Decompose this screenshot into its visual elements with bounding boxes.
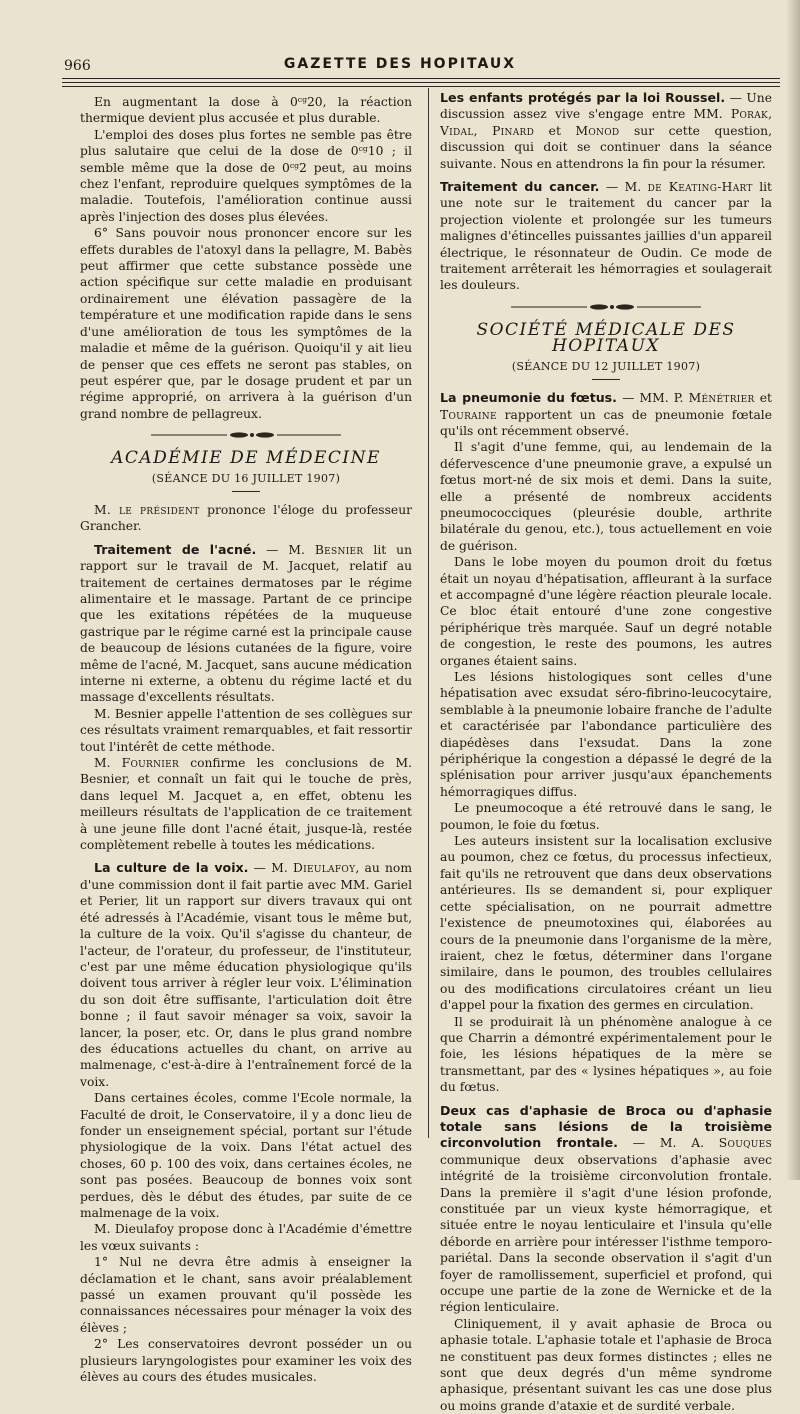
header-rule-bottom [62, 86, 780, 87]
paragraph: Cliniquement, il y avait aphasie de Broca ou aphasie totale. L'aphasie totale et l'aphasie de Broca ne constituent pas deux formes distinctes ; elles ne sont que deux degrés d'un même syndrome aphasique, présentant suivant les cas une dose plus ou moins grande d'ataxie et de surdité verbale. [440, 1316, 772, 1413]
president-paragraph: M. le président prononce l'éloge du professeur Grancher. [80, 502, 412, 534]
speaker-name: Monod [575, 123, 620, 138]
paragraph: Les lésions histologiques sont celles d'une hépatisation avec exsudat séro-fibrino-leucocytaire, semblable à la pneumonie lobaire franche de l'adulte et caractérisée par l'abondance particulière des diapédèses dans l'exsudat. Dans la zone périphérique la congestion a dépassé le degré de la splénisation pour arriver jusqu'aux épanchements hémorragiques diffus. [440, 670, 772, 799]
speaker-name: Dieulafoy [293, 861, 356, 876]
speaker-name: Porak [730, 107, 769, 122]
column-divider [428, 88, 429, 1138]
subsection-heading: Traitement de l'acné. [94, 541, 257, 557]
header-rule-top [62, 78, 780, 79]
academie-session-date: (SÉANCE DU 16 JUILLET 1907) [151, 471, 341, 485]
cancer-paragraph: Traitement du cancer. — M. de Keating-Hart lit une note sur le traitement du cancer par la projection violente et prolongée sur les tumeurs malignes d'étincelles puissantes jaillies d'un appareil électrique, le résonnateur de Oudin. Ce mode de traitement arrêterait les hémorragies et soulagerait les douleurs. [440, 179, 772, 293]
subsection-heading: Les enfants protégés par la loi Roussel. [440, 90, 726, 105]
section-ornament [151, 430, 341, 440]
short-rule [592, 379, 620, 380]
speaker-name: Souques [718, 1136, 772, 1151]
paragraph: Dans certaines écoles, comme l'Ecole normale, la Faculté de droit, le Conservatoire, il y a donc lieu de fonder un enseignement spécial, portant sur l'étude physiologique de la voix. Dans l'état actuel des choses, 60 p. 100 des voix, dans certaines écoles, ne sont pas posées. Beaucoup de bonnes voix sont perdues, dès le début des études, par suite de ce malmenage de la voix. [80, 1091, 412, 1220]
fournier-paragraph: M. Fournier confirme les conclusions de M. Besnier, et connaît un fait qui le touche de près, dans lequel M. Jacquet a, en effet, obtenu les meilleurs résultats de l'application de ce traitement à une jeune fille dont l'acné était, jusque-là, restée complètement rebelle à toutes les médications. [80, 756, 412, 853]
short-rule [232, 491, 260, 492]
enfants-paragraph: Les enfants protégés par la loi Roussel. — Une discussion assez vive s'engage entre MM. Porak, Vidal, Pinard et Monod sur cette question, discussion qui doit se continuer dans la séance suivante. Nous en attendrons la fin pour la résumer. [440, 90, 772, 171]
foetus-paragraph: La pneumonie du fœtus. — MM. P. Ménétrier et Touraine rapportent un cas de pneumonie fœtale qu'ils ont récemment observé. [440, 390, 772, 438]
academie-section-title: ACADÉMIE DE MÉDECINE [111, 448, 381, 469]
paragraph: L'emploi des doses plus fortes ne semble pas être plus salutaire que celui de la dose de 0ᶜᵍ10 ; il semble même que la dose de 0ᶜᵍ2 peut, au moins chez l'enfant, reproduire quelques symptômes de la maladie. Toutefois, l'amélioration continue aussi après l'injection des doses plus élevées. [80, 127, 412, 224]
speaker-name: Fournier [121, 756, 180, 771]
paragraph: Il se produirait là un phénomène analogue à ce que Charrin a démontré expérimentalement pour le foie, les lésions hépatiques de la mère se transmettant, par des « lysines hépatiques », au foie du fœtus. [440, 1014, 772, 1095]
list-item: 2° Les conservatoires devront posséder un ou plusieurs laryngologistes pour examiner les voix des élèves au cours des études musicales. [80, 1337, 412, 1385]
societe-session-date: (SÉANCE DU 12 JUILLET 1907) [511, 359, 701, 373]
societe-section-title: SOCIÉTÉ MÉDICALE DES HOPITAUX [476, 319, 736, 357]
paragraph: M. Dieulafoy propose donc à l'Académie d'émettre les vœux suivants : [80, 1222, 412, 1253]
page-edge-shadow [786, 0, 800, 1180]
paragraph: Le pneumocoque a été retrouvé dans le sang, le poumon, le foie du fœtus. [440, 801, 772, 832]
subsection-heading: Traitement du cancer. [440, 179, 600, 195]
paragraph: 6° Sans pouvoir nous prononcer encore sur les effets durables de l'atoxyl dans la pellagre, M. Babès peut affirmer que cette substance possède une action spécifique sur cette maladie en produisant ordinairement une élévation passagère de la température et une modification rapide dans le sens d'une amélioration de tous les symptômes de la maladie et même de la guérison. Quoiqu'il y ait lieu de penser que ces effets ne seront pas stables, on peut espérer que, par le dosage prudent et par un régime approprié, on arrivera à la guérison d'un grand nombre de pellagreux. [80, 226, 412, 421]
speaker-name: M. le président [94, 502, 200, 517]
subsection-heading: La culture de la voix. [94, 860, 249, 876]
journal-title: GAZETTE DES HOPITAUX [283, 56, 517, 72]
left-column [80, 94, 412, 1385]
section-ornament [511, 302, 701, 312]
speaker-name: Pinard [492, 123, 535, 138]
paragraph: En augmentant la dose à 0ᶜᵍ20, la réaction thermique devient plus accusée et plus durable. [80, 95, 412, 126]
paragraph: Les auteurs insistent sur la localisation exclusive au poumon, chez ce fœtus, du processus infectieux, fait qu'ils ne retrouvent que dans deux observations antérieures. Ils se demandent si, pour expliquer cette spécialisation, on ne pourrait admettre l'existence de pneumotoxines qui, élaborées au cours de la pneumonie dans l'organisme de la mère, iraient, chez le fœtus, déterminer dans l'organe similaire, dans le poumon, des troubles cellulaires ou des modifications circulatoires créant un lieu d'appel pour la fixation des germes en circulation. [440, 834, 772, 1013]
subsection-heading: Deux cas d'aphasie de Broca ou d'aphasie totale sans lésions de la troisième circonvolution frontale. [440, 1102, 772, 1151]
acne-paragraph: Traitement de l'acné. — M. Besnier lit un rapport sur le travail de M. Jacquet, relatif au traitement de certaines dermatoses par le régime alimentaire et le massage. Partant de ce principe que les exitations répétées de la muqueuse gastrique par le régime carné est la principale cause de beaucoup de lésions cutanées de la figure, voire même de l'acné, M. Jacquet, sans aucune médication interne ni externe, a obtenu du régime lacté et du massage d'excellents résultats. [80, 541, 413, 705]
page-number: 966 [64, 58, 91, 74]
list-item: 1° Nul ne devra être admis à enseigner la déclamation et le chant, sans avoir préalablement passé un examen prouvant qu'il possède les connaissances nécessaires pour ménager la voix des élèves ; [80, 1255, 412, 1335]
aphasie-paragraph: Deux cas d'aphasie de Broca ou d'aphasie totale sans lésions de la troisième circonvolution frontale. — M. A. Souques communique deux observations d'aphasie avec intégrité de la troisième circonvolution frontale. Dans la première il s'agit d'une lésion profonde, constituée par un vieux kyste hémorragique, et située entre le noyau lenticulaire et l'insula qu'elle déborde en arrière pour intéresser l'isthme temporo-pariétal. Dans la seconde observation il s'agit d'un foyer de ramollissement, superficiel et profond, qui occupe une partie de la zone de Wernicke et de la région lenticulaire. [440, 1102, 772, 1315]
paragraph: M. Besnier appelle l'attention de ses collègues sur ces résultats vraiment remarquables, et fait ressortir tout l'intérêt de cette méthode. [80, 706, 412, 754]
right-column [440, 90, 772, 1414]
speaker-name: Ménétrier [688, 391, 755, 406]
paragraph: Il s'agit d'une femme, qui, au lendemain de la défervescence d'une pneumonie grave, a expulsé un fœtus mort-né de six mois et demi. Dans la suite, elle a présenté de nombreux accidents pneumococciques (pleurésie double, arthrite bilatérale du genou, etc.), tous actuellement en voie de guérison. [440, 440, 772, 553]
speaker-name: Besnier [314, 542, 364, 557]
speaker-name: Touraine [440, 407, 497, 422]
speaker-name: de Keating-Hart [647, 180, 753, 195]
paragraph: Dans le lobe moyen du poumon droit du fœtus était un noyau d'hépatisation, affleurant à la surface et accompagné d'une légère réaction pleurale locale. Ce bloc était entouré d'une zone congestive périphérique très marquée. Sauf un degré notable de congestion, le reste des poumons, les autres organes étaient sains. [440, 555, 772, 668]
subsection-heading: La pneumonie du fœtus. [440, 390, 617, 406]
voix-paragraph: La culture de la voix. — M. Dieulafoy, au nom d'une commission dont il fait partie avec MM. Gariel et Perier, lit un rapport sur divers travaux qui ont été adressés à l'Académie, visant tous le même but, la culture de la voix. Qu'il s'agisse du chanteur, de l'acteur, de l'orateur, du professeur, de l'instituteur, c'est par une même éducation physiologique qu'ils doivent tous arriver à régler leur voix. L'élimination du son doit être suffisante, l'articulation doit être bonne ; il faut savoir ménager sa voix, savoir la lancer, la poser, etc. Or, dans le plus grand nombre des éducations actuelles du chant, on arrive au malmenage, c'est-à-dire à l'entraînement forcé de la voix. [80, 860, 412, 1089]
header-rule-mid [62, 82, 780, 83]
speaker-name: Vidal [440, 123, 474, 138]
